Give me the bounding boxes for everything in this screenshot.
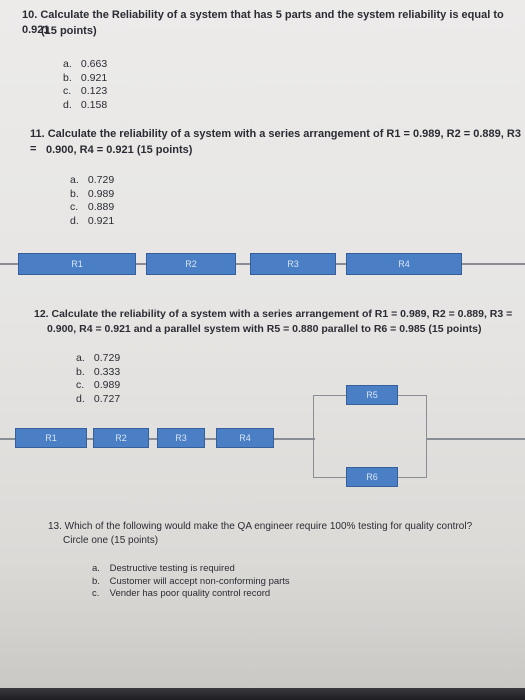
q13-options: [92, 563, 290, 601]
q12-box-r3: R3: [157, 428, 205, 448]
q12-line2: 0.900, R4 = 0.921 and a parallel system with R5 = 0.880 parallel to R6 = 0.985 (15 points): [47, 323, 482, 335]
q12-option-a[interactable]: a. 0.729: [76, 352, 121, 364]
q13-line2: Circle one (15 points): [63, 535, 159, 546]
q11-option-d[interactable]: d. 0.921: [70, 214, 115, 227]
q12-line1: 12. Calculate the reliability of a system with a series arrangement of R1 = 0.989, R2 = 0.889, R3 =: [34, 308, 513, 320]
q12-output-wire: [427, 438, 525, 440]
q11-option-b[interactable]: b. 0.989: [70, 187, 115, 200]
q13-option-a[interactable]: a. Destructive testing is required: [92, 563, 235, 574]
q12-box-r1: R1: [15, 428, 87, 448]
q12-option-b[interactable]: b. 0.333: [76, 365, 121, 378]
q11-box-r2: R2: [146, 253, 236, 275]
q10-points: (15 points): [41, 25, 97, 37]
q11-line2: 0.900, R4 = 0.921 (15 points): [46, 144, 193, 156]
q12-options: [76, 352, 120, 406]
q12-box-r4: R4: [216, 428, 274, 448]
photo-bottom-edge: [0, 688, 525, 700]
q12-option-c[interactable]: c. 0.989: [76, 379, 121, 391]
q13-option-c[interactable]: c. Vender has poor quality control record: [92, 588, 271, 599]
q11-box-r3: R3: [250, 253, 336, 275]
q11-line1: 11. Calculate the reliability of a system with a series arrangement of R1 = 0.989, R2 = 0.889, R3 =: [30, 128, 521, 155]
q13-line1: 13. Which of the following would make the QA engineer require 100% testing for quality control?: [48, 521, 473, 532]
q12-option-d[interactable]: d. 0.727: [76, 392, 121, 405]
q10-option-b[interactable]: b. 0.921: [63, 71, 108, 84]
q10-option-d[interactable]: d. 0.158: [63, 98, 108, 111]
q12-box-r6: R6: [346, 467, 398, 487]
q11-options: [70, 174, 114, 228]
q10-option-c[interactable]: c. 0.123: [63, 85, 108, 97]
q12-box-r5: R5: [346, 385, 398, 405]
q10-text: 10. Calculate the Reliability of a system that has 5 parts and the system reliability is equal to 0.921: [22, 9, 504, 36]
q13-option-b[interactable]: b. Customer will accept non-conforming parts: [92, 575, 290, 587]
q11-option-a[interactable]: a. 0.729: [70, 174, 115, 186]
q11-option-c[interactable]: c. 0.889: [70, 201, 115, 213]
q11-box-r4: R4: [346, 253, 462, 275]
q11-box-r1: R1: [18, 253, 136, 275]
q10-options: [63, 58, 107, 112]
q12-box-r2: R2: [93, 428, 149, 448]
q12-parallel-frame: [313, 395, 427, 478]
q10-option-a[interactable]: a. 0.663: [63, 58, 108, 70]
